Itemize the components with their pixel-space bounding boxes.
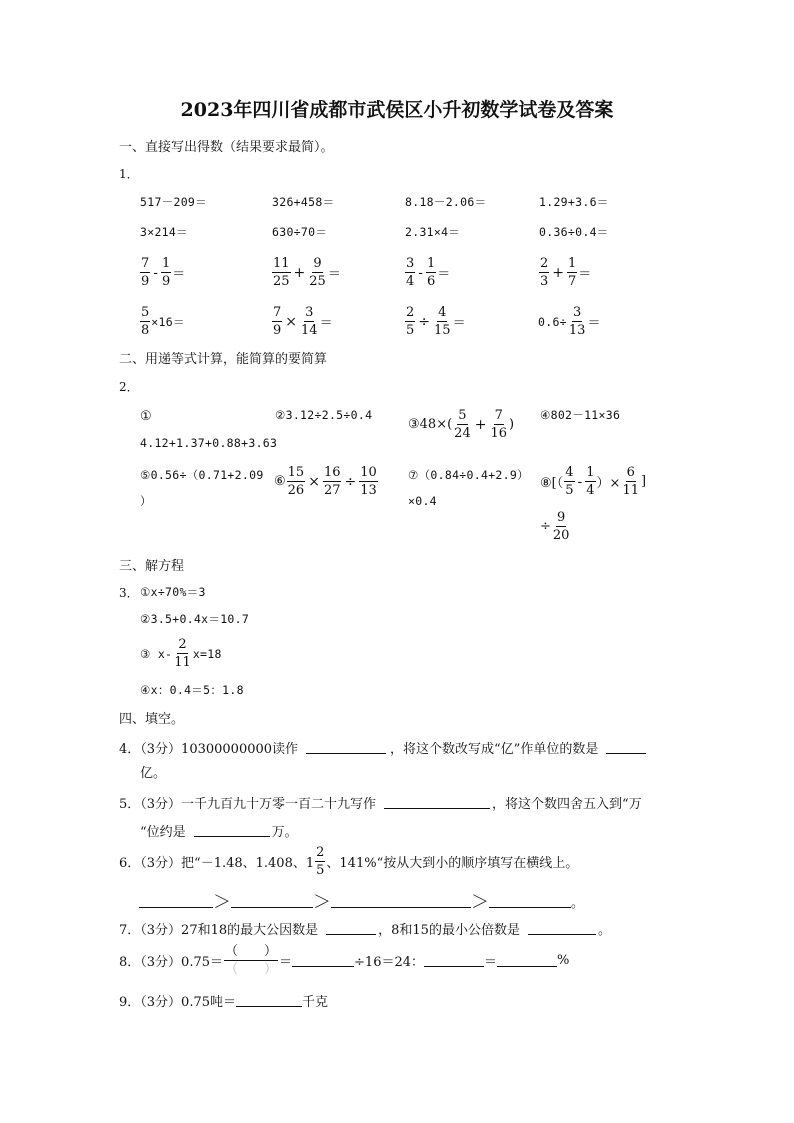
- q7-line: 7．（3分）27和18的最大公因数是 ，8和15的最小公倍数是 。: [119, 923, 611, 938]
- q1-row3-item3: $\frac{3}{4}$ - $\frac{1}{6}$ ＝: [406, 256, 451, 289]
- q3-e1: ①x÷70%＝3: [140, 585, 206, 599]
- q2-p3: ③48×( $\frac{5}{24}$ + $\frac{7}{16}$ ): [408, 408, 515, 441]
- q1-row4-item1: $\frac{5}{8}$ ×16＝: [141, 305, 185, 338]
- q1-row2-item1: 3×214＝: [140, 225, 188, 239]
- q1-row2-item3: 2.31×4＝: [405, 225, 461, 239]
- q6-line2: ＞ ＞ ＞ 。: [139, 888, 584, 914]
- q6-blank1[interactable]: [139, 895, 213, 908]
- q3-e2: ②3.5+0.4x＝10.7: [140, 612, 250, 626]
- q1-row1-item1: 517－209＝: [140, 195, 207, 209]
- q4-line2: 亿。: [140, 766, 167, 781]
- q4-blank1[interactable]: [306, 741, 386, 754]
- q1-row3-item4: $\frac{2}{3}$ + $\frac{1}{7}$ ＝: [540, 256, 592, 289]
- q2-p6: ⑥ $\frac{15}{26}$ × $\frac{16}{27}$ ÷ $\frac{10}{13}$: [274, 465, 377, 498]
- q7-blank1[interactable]: [326, 922, 376, 935]
- q1-row3-item1: $\frac{7}{9}$ - $\frac{1}{9}$ ＝: [141, 256, 186, 289]
- q7-blank2[interactable]: [528, 922, 596, 935]
- q1-row4-item2: $\frac{7}{9}$ × $\frac{3}{14}$ ＝: [273, 305, 333, 338]
- q1-row2-item2: 630÷70＝: [272, 225, 328, 239]
- q5-blank2[interactable]: [194, 824, 270, 837]
- q6-line1: 6．（3分）把“－1.48、1.408、1 $\frac{2}{5}$ 、141%“按从大到小的顺序填写在横线上。: [119, 845, 579, 878]
- q8-blank1[interactable]: [292, 954, 354, 967]
- q4-blank2[interactable]: [606, 741, 646, 754]
- q1-number: 1．: [119, 167, 139, 181]
- q2-p8-line2: ÷ $\frac{9}{20}$: [540, 510, 570, 543]
- q9-blank[interactable]: [236, 994, 302, 1007]
- q6-blank4[interactable]: [489, 895, 571, 908]
- q2-p7-line2: ×0.4: [408, 494, 437, 508]
- q2-p7-line1: ⑦（0.84÷0.4+2.9）: [408, 468, 529, 482]
- q5-blank1[interactable]: [384, 796, 490, 809]
- q1-row1-item2: 326+458＝: [272, 195, 335, 209]
- q8-blank2[interactable]: [424, 954, 484, 967]
- q2-p1-mark: ①: [140, 409, 152, 424]
- q8-blank3[interactable]: [497, 954, 557, 967]
- q2-number: 2．: [119, 380, 139, 394]
- q2-p8: ⑧[（ $\frac{4}{5}$ - $\frac{1}{4}$ ）× $\frac{6}{11}$ ]: [540, 465, 647, 498]
- section1-heading: 一、直接写出得数（结果要求最简）。: [119, 140, 334, 155]
- section4-heading: 四、填空。: [119, 712, 185, 727]
- q2-p5-line2: ）: [140, 494, 152, 508]
- q4-line1: 4．（3分）10300000000读作 ，将这个数改写成“亿”作单位的数是: [119, 738, 646, 757]
- q8-line: 8．（3分）0.75＝ $\frac{( )}{( )}$ ＝ ÷16＝24： ＝ %: [119, 944, 570, 977]
- q3-e4: ④x：0.4＝5：1.8: [140, 683, 244, 697]
- q3-number: 3．: [119, 586, 139, 600]
- q2-p5-line1: ⑤0.56÷（0.71+2.09: [140, 468, 264, 482]
- q2-p1-expr: 4.12+1.37+0.88+3.63: [140, 436, 278, 450]
- q3-e3: ③ x- $\frac{2}{11}$ x=18: [140, 637, 222, 670]
- q5-line1: 5．（3分）一千九百九十万零一百二十九写作 ，将这个数四舍五入到“万: [119, 797, 642, 812]
- q1-row4-item4: 0.6÷ $\frac{3}{13}$ ＝: [538, 305, 601, 338]
- q5-line2: “位约是 万。: [140, 825, 298, 840]
- section3-heading: 三、解方程: [119, 559, 185, 574]
- q1-row1-item3: 8.18－2.06＝: [405, 195, 487, 209]
- q6-blank2[interactable]: [231, 895, 313, 908]
- q6-blank3[interactable]: [331, 895, 471, 908]
- q1-row2-item4: 0.36÷0.4＝: [539, 225, 609, 239]
- q1-row1-item4: 1.29+3.6＝: [539, 195, 609, 209]
- q1-row4-item3: $\frac{2}{5}$ ÷ $\frac{4}{15}$ ＝: [406, 305, 466, 338]
- section2-heading: 二、用递等式计算，能简算的要简算: [119, 352, 328, 367]
- q9-line: 9．（3分）0.75吨＝ 千克: [119, 995, 329, 1010]
- q2-p2: ②3.12÷2.5÷0.4: [275, 408, 373, 422]
- q1-row3-item2: $\frac{11}{25}$ + $\frac{9}{25}$ ＝: [273, 256, 341, 289]
- q2-p4: ④802－11×36: [540, 408, 621, 422]
- page-title: 2023年四川省成都市武侯区小升初数学试卷及答案: [180, 99, 614, 121]
